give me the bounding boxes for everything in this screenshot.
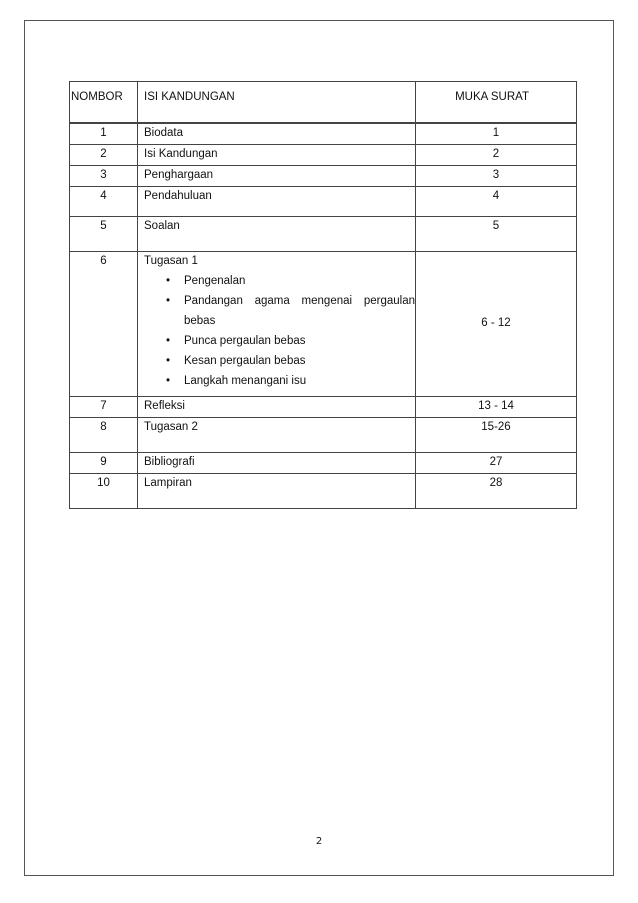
- row-number: 1: [70, 123, 138, 145]
- row-title: Refleksi: [138, 396, 416, 417]
- list-item: • Kesan pergaulan bebas: [184, 351, 415, 371]
- header-content: ISI KANDUNGAN: [138, 82, 416, 123]
- row-number: 10: [70, 473, 138, 508]
- row-page: 13 - 14: [416, 396, 577, 417]
- table-row: [70, 452, 577, 473]
- table-row: [70, 144, 577, 165]
- row-number: 3: [70, 165, 138, 186]
- subitem-list: [144, 271, 415, 391]
- row-number: 2: [70, 144, 138, 165]
- page-number: 2: [315, 836, 323, 847]
- row-page: 28: [416, 473, 577, 508]
- row-number: 4: [70, 186, 138, 216]
- row-title-cell: [138, 251, 416, 396]
- row-number: 8: [70, 417, 138, 452]
- row-number: 5: [70, 216, 138, 251]
- table-row: [70, 186, 577, 216]
- list-item: • Pengenalan: [184, 271, 415, 291]
- row-number: 7: [70, 396, 138, 417]
- table-row: [70, 216, 577, 251]
- row-page: 2: [416, 144, 577, 165]
- table-of-contents: [69, 81, 577, 509]
- table-row: [70, 251, 577, 396]
- row-page: 27: [416, 452, 577, 473]
- row-number: 9: [70, 452, 138, 473]
- row-title: Tugasan 2: [138, 417, 416, 452]
- row-page: 3: [416, 165, 577, 186]
- table-row: [70, 473, 577, 508]
- row-title: Isi Kandungan: [138, 144, 416, 165]
- row-title: Penghargaan: [138, 165, 416, 186]
- table-header-row: [70, 82, 577, 123]
- row-title: Soalan: [138, 216, 416, 251]
- table-row: [70, 396, 577, 417]
- row-title: Biodata: [138, 123, 416, 145]
- table-row: [70, 417, 577, 452]
- row-number: 6: [70, 251, 138, 396]
- row-title: Bibliografi: [138, 452, 416, 473]
- list-item: • Pandangan agama mengenai pergaulan bebas: [184, 291, 415, 331]
- row-page: 1: [416, 123, 577, 145]
- header-page: MUKA SURAT: [416, 82, 577, 123]
- table-row: [70, 165, 577, 186]
- header-number: NOMBOR: [70, 82, 138, 123]
- list-item: • Punca pergaulan bebas: [184, 331, 415, 351]
- row-page: 4: [416, 186, 577, 216]
- row-page: 6 - 12: [416, 251, 577, 396]
- row-title: Pendahuluan: [138, 186, 416, 216]
- row-title: Lampiran: [138, 473, 416, 508]
- table-row: [70, 123, 577, 145]
- row-title: Tugasan 1: [144, 254, 198, 267]
- list-item: • Langkah menangani isu: [184, 371, 415, 391]
- row-page: 15-26: [416, 417, 577, 452]
- row-page: 5: [416, 216, 577, 251]
